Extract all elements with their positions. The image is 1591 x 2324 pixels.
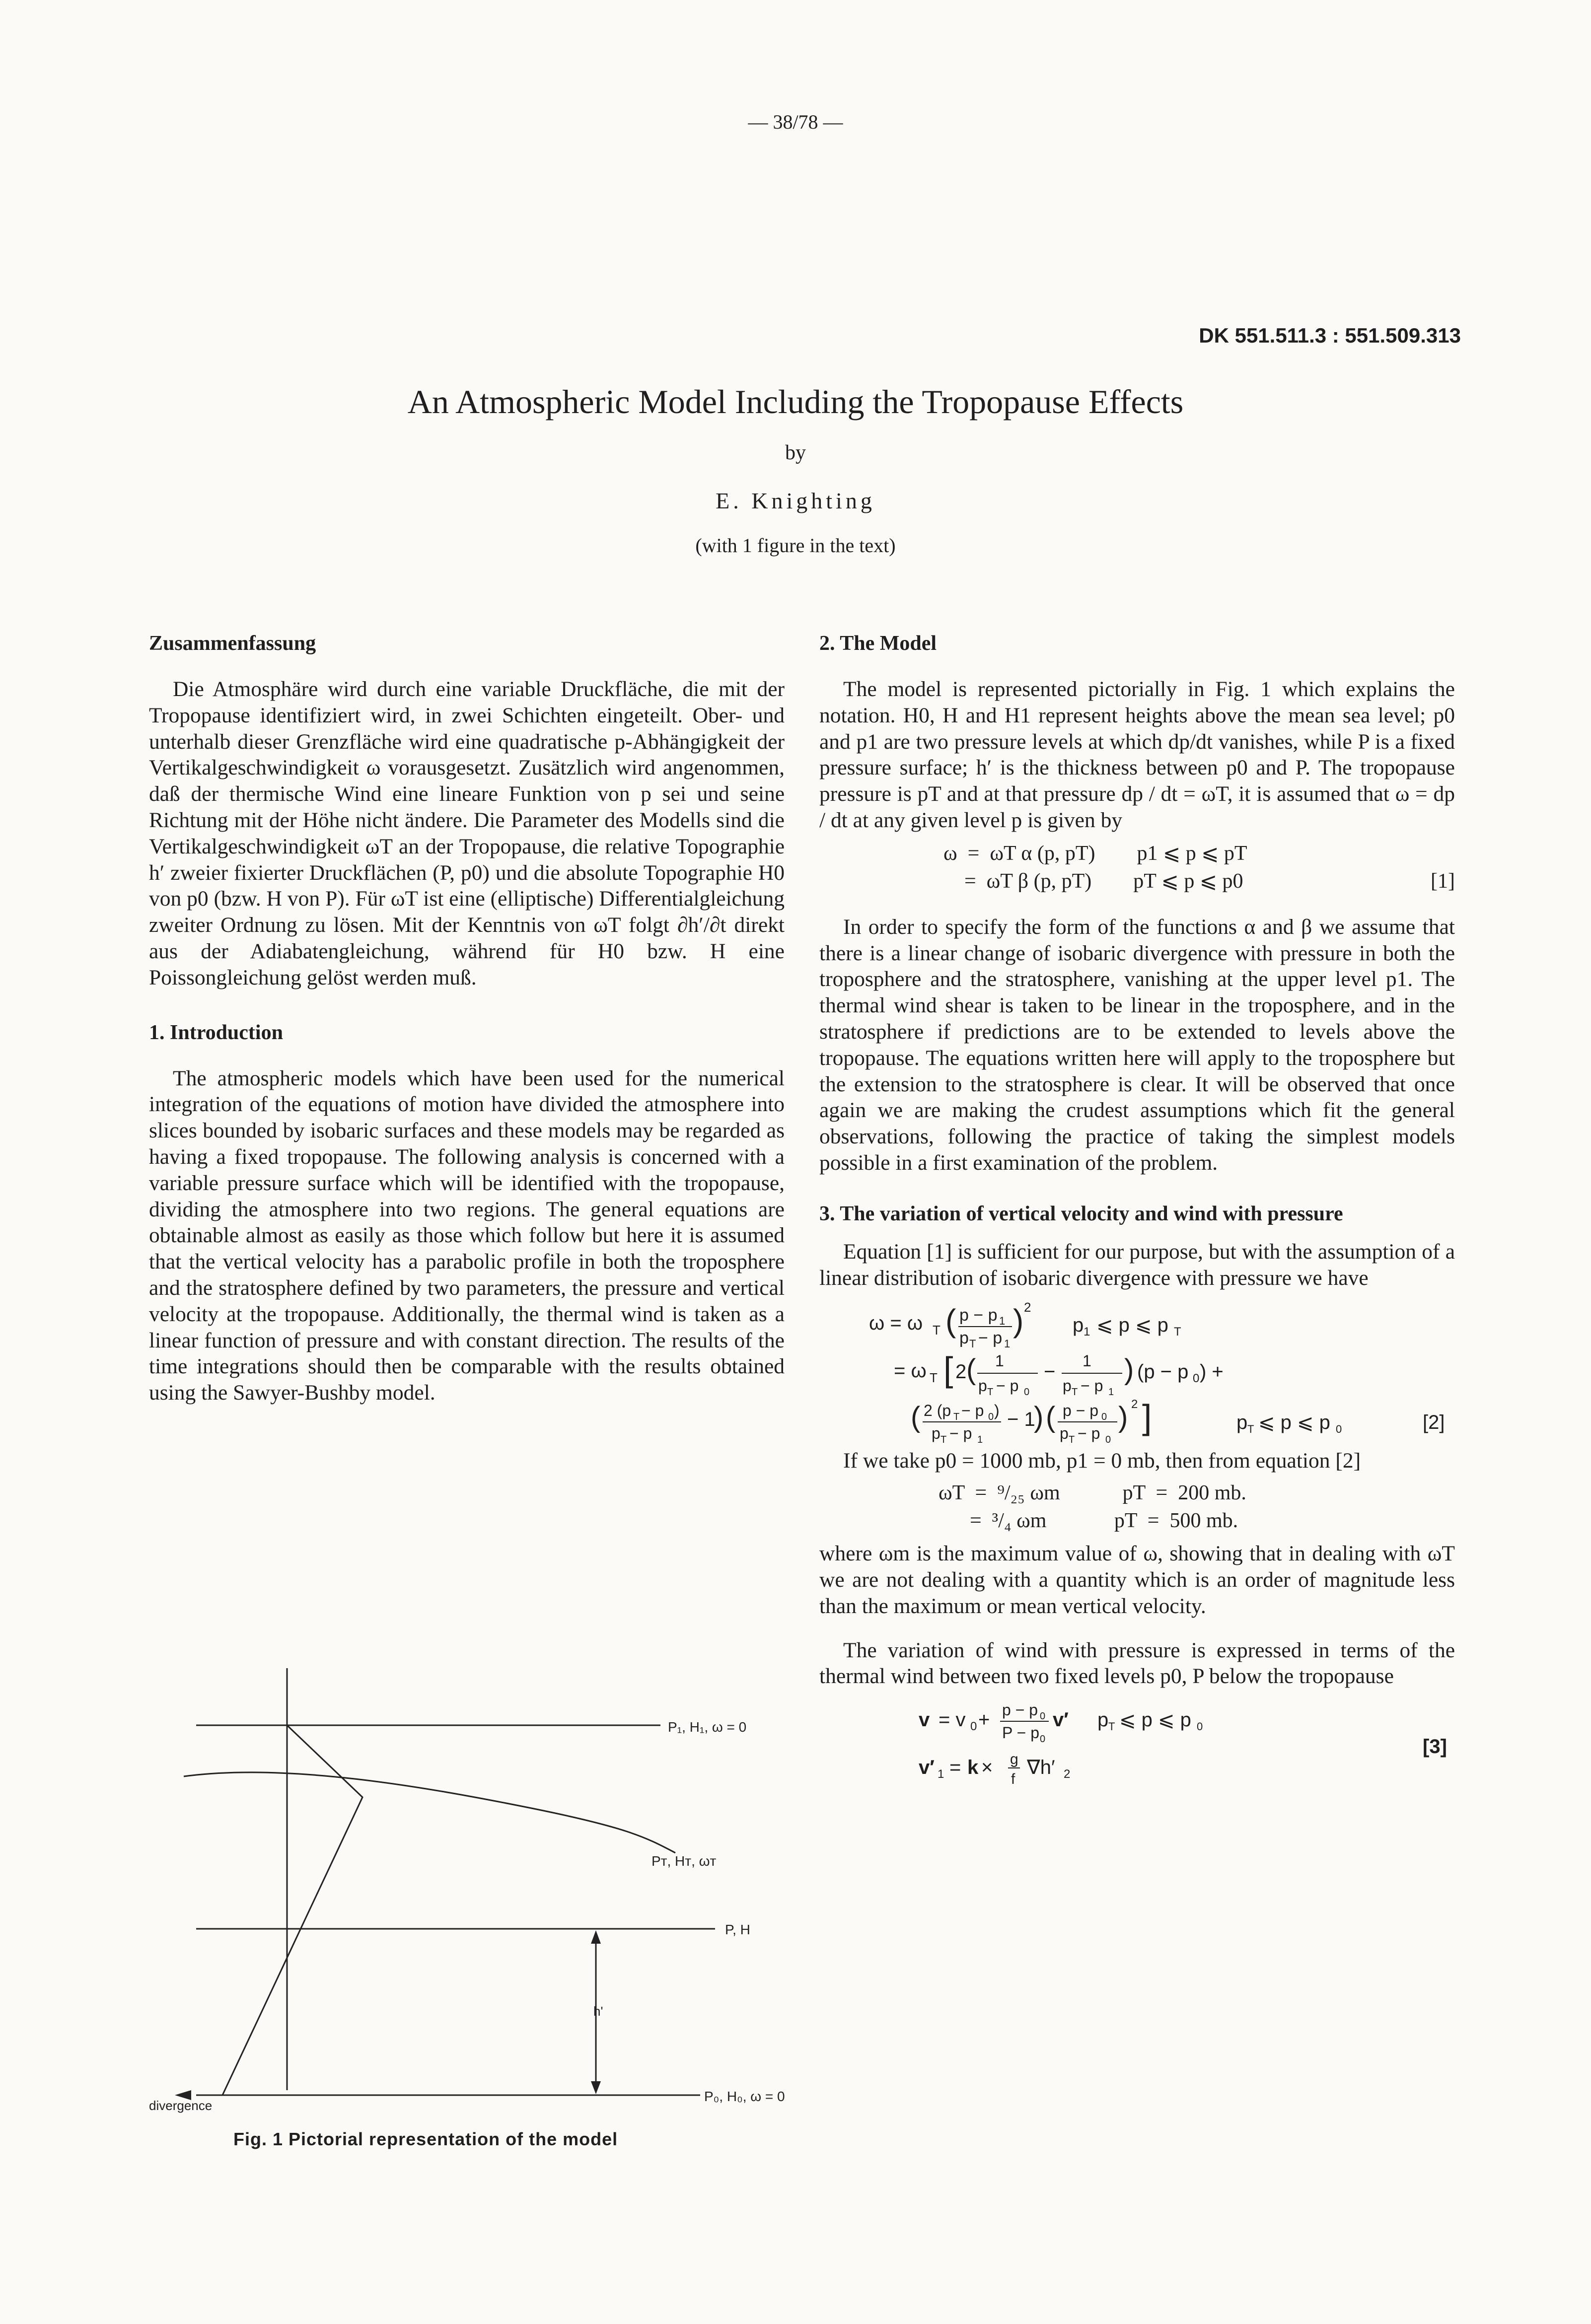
svg-text:T: T	[953, 1411, 960, 1423]
section3-text-3	[819, 1541, 1455, 1619]
svg-text:− p: − p	[1081, 1377, 1103, 1395]
section3-paragraph-4: The variation of wind with pressure is expressed in terms of the thermal wind between two fixed levels p0, P below the tropopause	[819, 1638, 1455, 1689]
svg-text:2: 2	[1064, 1767, 1071, 1781]
svg-text:0: 0	[1040, 1711, 1046, 1722]
zusammenfassung-heading: Zusammenfassung	[149, 632, 316, 655]
section3-paragraph-2: If we take p0 = 1000 mb, p1 = 0 mb, then from equation [2]	[843, 1449, 1361, 1473]
model-figure	[149, 1658, 795, 2115]
label-tropopause: Pᴛ, Hᴛ, ωᴛ	[651, 1853, 717, 1869]
values-line-1: ωT = ⁹/₂₅ ωm pT = 200 mb.	[939, 1481, 1246, 1505]
label-divergence: divergence	[149, 2098, 213, 2113]
right-column	[819, 631, 1455, 1794]
tropopause-curve	[184, 1772, 675, 1853]
svg-text:− p: − p	[961, 1402, 984, 1420]
svg-text:): )	[1118, 1401, 1128, 1434]
svg-text:2: 2	[1024, 1300, 1031, 1315]
svg-text:v: v	[919, 1709, 930, 1731]
svg-text:g: g	[1010, 1751, 1018, 1768]
svg-text:[: [	[943, 1350, 953, 1389]
model-text	[819, 676, 1455, 834]
equation-1	[819, 841, 1455, 896]
svg-text:T: T	[1072, 1387, 1078, 1398]
svg-text:p: p	[1073, 1314, 1084, 1337]
svg-text:2: 2	[1131, 1398, 1138, 1411]
paper-title: An Atmospheric Model Including the Tropopause Effects	[407, 383, 1184, 421]
svg-text:v′: v′	[919, 1757, 935, 1779]
svg-text:0: 0	[970, 1720, 977, 1734]
svg-text:): )	[1124, 1353, 1134, 1386]
divergence-profile	[222, 1725, 362, 2095]
svg-text:(: (	[1046, 1401, 1056, 1434]
section3-text-4	[819, 1637, 1455, 1690]
svg-text:= v: = v	[939, 1709, 966, 1731]
svg-text:): )	[1013, 1303, 1024, 1339]
svg-text:− 1: − 1	[1007, 1408, 1035, 1431]
model-paragraph-1: The model is represented pictorially in Fig. 1 which explains the notation. H0, H and H1 represent heights above the mean sea level; p0 and p1 are two pressure levels at which dp/dt vanishes, while P is a fixed pressure surface; h′ is the thickness between p0 and P. The tropopause pressure is pT and at that pressure dp / dt = ωT, it is assumed that ω = dp / dt at any given level p is given by	[819, 677, 1455, 832]
svg-text:0: 0	[988, 1411, 994, 1423]
svg-text:1: 1	[1004, 1338, 1011, 1350]
svg-text:⩽ p ⩽ p: ⩽ p ⩽ p	[1096, 1314, 1168, 1337]
svg-text:0: 0	[1193, 1372, 1200, 1386]
svg-text:1: 1	[1083, 1352, 1091, 1370]
byline: by	[785, 441, 806, 464]
svg-text:(p − p: (p − p	[1137, 1361, 1189, 1383]
svg-text:1: 1	[999, 1315, 1006, 1328]
svg-text:−: −	[1044, 1361, 1056, 1383]
hprime-arrow-up-head	[591, 1930, 601, 1944]
svg-text:0: 0	[1101, 1411, 1107, 1423]
svg-text:f: f	[1011, 1771, 1015, 1788]
svg-text:p − p: p − p	[1002, 1701, 1038, 1719]
model-heading: 2. The Model	[819, 632, 937, 655]
author: E. Knighting	[716, 488, 875, 513]
svg-text:): )	[1034, 1401, 1044, 1434]
svg-text:p: p	[932, 1424, 940, 1443]
equation-3	[819, 1694, 1455, 1794]
svg-text:p: p	[1236, 1411, 1248, 1434]
svg-text:0: 0	[1024, 1387, 1030, 1398]
label-p1: P₁, H₁, ω = 0	[668, 1719, 747, 1735]
svg-text:T: T	[933, 1323, 940, 1338]
svg-text:2 (p: 2 (p	[924, 1402, 951, 1420]
svg-text:+: +	[978, 1709, 990, 1731]
svg-text:2: 2	[955, 1361, 967, 1383]
svg-text:T: T	[1069, 1434, 1075, 1443]
svg-text:T: T	[1174, 1325, 1181, 1339]
equation-2	[819, 1294, 1455, 1443]
equation-1-line-2: = ωT β (p, pT) pT ⩽ p ⩽ p0	[943, 869, 1243, 893]
svg-text:p: p	[959, 1329, 969, 1348]
svg-text:⩽ p ⩽ p: ⩽ p ⩽ p	[1119, 1709, 1191, 1731]
introduction-text	[149, 1065, 785, 1406]
equation-2-number: [2]	[1423, 1411, 1445, 1434]
svg-text:(: (	[945, 1303, 956, 1339]
svg-text:− p: − p	[978, 1329, 1003, 1348]
zusammenfassung-text	[149, 676, 785, 991]
svg-text:p: p	[1060, 1424, 1069, 1443]
svg-text:T: T	[1247, 1423, 1254, 1436]
values-line-2: = ³/₄ ωm pT = 500 mb.	[939, 1509, 1238, 1533]
equation-1-number: [1]	[1431, 869, 1455, 893]
model-paragraph-2: In order to specify the form of the functions α and β we assume that there is a linear change of isobaric divergence with pressure in both the troposphere and the stratosphere, vanishing at the upper level p1. The thermal wind shear is taken to be linear in the troposphere, and in the stratosphere if predictions are to be extended to levels above the tropopause. The equations written here will apply to the troposphere but the extension to the stratosphere is clear. It will be observed that once again we are making the crudest assumptions which fit the general observations, following the practice of taking the simplest models possible in a first examination of the problem.	[819, 915, 1455, 1175]
svg-text:− p: − p	[949, 1424, 972, 1443]
svg-text:− p: − p	[1078, 1424, 1100, 1443]
introduction-heading: 1. Introduction	[149, 1021, 283, 1044]
label-ph: P, H	[725, 1922, 750, 1937]
svg-text:0: 0	[1040, 1734, 1046, 1745]
svg-text:×: ×	[981, 1757, 993, 1779]
svg-text:p − p: p − p	[959, 1306, 998, 1325]
svg-text:⩽ p ⩽ p: ⩽ p ⩽ p	[1258, 1411, 1330, 1434]
svg-text:]: ]	[1142, 1398, 1152, 1437]
figure-note: (with 1 figure in the text)	[695, 534, 896, 557]
svg-text:1: 1	[1108, 1387, 1114, 1398]
section3-text	[819, 1239, 1455, 1291]
svg-text:): )	[994, 1402, 1000, 1420]
svg-text:=: =	[949, 1757, 961, 1779]
svg-text:T: T	[940, 1434, 947, 1443]
svg-text:(: (	[911, 1401, 921, 1434]
svg-text:0: 0	[1336, 1423, 1342, 1436]
svg-text:p: p	[1063, 1377, 1072, 1395]
svg-text:T: T	[987, 1387, 994, 1398]
svg-text:∇h′: ∇h′	[1027, 1757, 1055, 1779]
svg-text:0: 0	[1105, 1434, 1111, 1443]
svg-text:= ω: = ω	[894, 1360, 927, 1382]
svg-text:1: 1	[938, 1767, 944, 1781]
section3-paragraph-3: where ωm is the maximum value of ω, showing that in dealing with ωT we are not dealing with a quantity which is an order of magnitude less than the maximum or mean vertical velocity.	[819, 1542, 1455, 1618]
svg-text:k: k	[967, 1757, 979, 1779]
svg-text:1: 1	[995, 1352, 1004, 1370]
svg-text:P − p: P − p	[1002, 1724, 1040, 1742]
left-column	[149, 631, 785, 1406]
label-p0: P₀, H₀, ω = 0	[704, 2089, 785, 2104]
svg-text:p: p	[1097, 1709, 1109, 1731]
svg-text:T: T	[930, 1370, 938, 1386]
introduction-paragraph: The atmospheric models which have been used for the numerical integration of the equations of motion have divided the atmosphere into slices bounded by isobaric surfaces and these models may be regarded as having a fixed tropopause. The following analysis is concerned with a variable pressure surface which will be identified with the tropopause, dividing the atmosphere into two regions. The general equations are obtainable almost as easily as those which follow but here it is assumed that the vertical velocity has a parabolic profile in both the troposphere and the stratosphere defined by two parameters, the pressure and vertical velocity at the tropopause. Additionally, the thermal wind is taken as a linear function of pressure and with constant direction. The results of the time integrations should then be comparable with the results obtained using the Sawyer-Bushby model.	[149, 1066, 785, 1405]
svg-text:p: p	[978, 1377, 987, 1395]
section3-paragraph-1: Equation [1] is sufficient for our purpose, but with the assumption of a linear distribution of isobaric divergence with pressure we have	[819, 1239, 1455, 1290]
svg-text:T: T	[969, 1338, 976, 1350]
svg-text:v′: v′	[1053, 1709, 1069, 1731]
svg-text:ω = ω: ω = ω	[869, 1312, 923, 1335]
section3-text-2	[819, 1448, 1455, 1474]
hprime-arrow-down-head	[591, 2081, 601, 2094]
svg-text:p − p: p − p	[1063, 1402, 1099, 1420]
section3-heading: 3. The variation of vertical velocity and wind with pressure	[819, 1202, 1343, 1225]
model-text-2	[819, 914, 1455, 1176]
svg-text:1: 1	[977, 1434, 983, 1443]
page-number: — 38/78 —	[748, 111, 843, 133]
equation-1-line-1: ω = ωT α (p, pT) p1 ⩽ p ⩽ pT	[943, 842, 1247, 865]
svg-text:− p: − p	[996, 1377, 1019, 1395]
dk-classification: DK 551.511.3 : 551.509.313	[1199, 324, 1461, 347]
label-hprime: h'	[593, 2004, 603, 2019]
equation-values	[819, 1480, 1455, 1536]
svg-text:T: T	[1108, 1720, 1115, 1733]
svg-text:1: 1	[1084, 1325, 1090, 1339]
equation-3-number: [3]	[1423, 1736, 1447, 1758]
figure-caption: Fig. 1 Pictorial representation of the model	[233, 2129, 618, 2149]
svg-text:(: (	[966, 1353, 976, 1386]
zusammenfassung-paragraph: Die Atmosphäre wird durch eine variable Druckfläche, die mit der Tropopause identifiziert wird, in zwei Schichten eingeteilt. Ober- und unterhalb dieser Grenzfläche wird eine quadratische p-Abhängigkeit der Vertikalgeschwindigkeit ω vorausgesetzt. Zusätzlich wird angenommen, daß der thermische Wind eine lineare Funktion von p sei und seine Richtung mit der Höhe nicht ändere. Die Parameter des Modells sind die Vertikalgeschwindigkeit ωT an der Tropopause, die relative Topographie h′ zweier fixierter Druckflächen (P, p0) und die absolute Topographie H0 von p0 (bzw. H von P). Für ωT ist eine (elliptische) Differentialgleichung zweiter Ordnung zu lösen. Mit der Kenntnis von ωT folgt ∂h′/∂t direkt aus der Adiabatengleichung, während für H0 bzw. H eine Poissongleichung gelöst werden muß.	[149, 677, 785, 989]
svg-text:) +: ) +	[1200, 1361, 1224, 1383]
svg-text:0: 0	[1197, 1720, 1203, 1733]
